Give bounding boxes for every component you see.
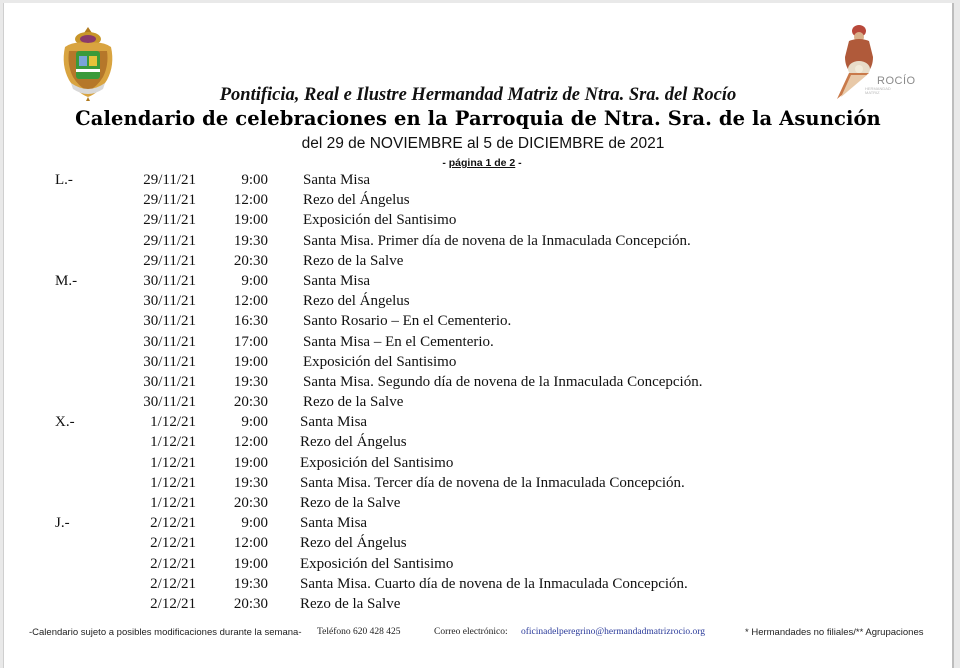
event-date: 1/12/21 [150, 474, 196, 491]
event-description: Exposición del Santisimo [300, 454, 454, 471]
event-time: 19:30 [233, 575, 268, 592]
event-time: 20:30 [233, 595, 268, 612]
event-date: 2/12/21 [150, 595, 196, 612]
table-row [4, 252, 952, 272]
event-time: 9:00 [241, 414, 268, 431]
document-page [3, 3, 954, 668]
logo-rocio-subtext: HERMANDAD MATRIZ [865, 86, 891, 95]
day-label: M.- [55, 272, 78, 289]
event-date: 1/12/21 [150, 454, 196, 471]
table-row [4, 211, 952, 231]
event-description: Rezo del Ángelus [303, 293, 410, 310]
event-date: 2/12/21 [150, 535, 196, 552]
event-time: 20:30 [233, 394, 268, 411]
event-date: 30/11/21 [143, 313, 196, 330]
event-date: 1/12/21 [150, 495, 196, 511]
event-date: 30/11/21 [143, 394, 196, 411]
event-date: 2/12/21 [150, 555, 196, 572]
event-time: 17:00 [233, 333, 268, 350]
event-time: 19:00 [233, 212, 268, 229]
page-indicator [4, 157, 952, 169]
event-description: Rezo de la Salve [303, 394, 404, 411]
footer-email-link[interactable]: oficinadelperegrino@hermandadmatrizrocio.org [521, 627, 705, 637]
event-date: 1/12/21 [150, 434, 196, 451]
event-time: 19:30 [233, 373, 268, 390]
day-label: X.- [55, 414, 75, 431]
event-time: 12:00 [233, 434, 268, 451]
table-row [4, 393, 952, 413]
schedule-table [4, 171, 952, 615]
footer-email-label: Correo electrónico: [434, 627, 508, 637]
page-suffix: - [515, 157, 522, 169]
event-time: 19:30 [233, 474, 268, 491]
day-label: J.- [55, 515, 70, 532]
event-description: Santa Misa. Tercer día de novena de la Inmaculada Concepción. [300, 474, 685, 491]
event-description: Rezo del Ángelus [303, 192, 410, 209]
event-date: 29/11/21 [143, 212, 196, 229]
table-row [4, 171, 952, 191]
page-title: Calendario de celebraciones en la Parroquia de Ntra. Sra. de la Asunción [75, 107, 881, 130]
event-description: Santo Rosario – En el Cementerio. [303, 313, 512, 330]
event-time: 12:00 [233, 535, 268, 552]
event-description: Rezo de la Salve [300, 595, 401, 612]
event-description: Exposición del Santisimo [303, 212, 457, 229]
event-time: 9:00 [241, 172, 268, 188]
event-time: 19:00 [233, 454, 268, 471]
event-description: Santa Misa [303, 172, 371, 188]
brotherhood-name: Pontificia, Real e Ilustre Hermandad Matriz de Ntra. Sra. del Rocío [219, 85, 737, 105]
event-description: Exposición del Santisimo [300, 555, 454, 572]
table-row [4, 433, 952, 453]
event-description: Exposición del Santisimo [303, 353, 457, 370]
table-row [4, 413, 952, 433]
event-time: 9:00 [241, 272, 268, 289]
event-date: 29/11/21 [143, 232, 196, 249]
table-row [4, 494, 952, 514]
event-description: Santa Misa. Primer día de novena de la Inmaculada Concepción. [303, 232, 691, 249]
date-range: del 29 de NOVIEMBRE al 5 de DICIEMBRE de 2021 [301, 135, 665, 152]
event-date: 29/11/21 [143, 252, 196, 269]
event-description: Rezo de la Salve [303, 252, 404, 269]
table-row [4, 595, 952, 615]
footer-legend: * Hermandades no filiales/** Agrupaciones [745, 627, 924, 638]
table-row [4, 534, 952, 554]
event-description: Santa Misa [300, 414, 368, 431]
page-number: página 1 de 2 [448, 157, 516, 169]
table-row [4, 575, 952, 595]
table-row [4, 232, 952, 252]
table-row [4, 474, 952, 494]
table-row [4, 555, 952, 575]
footer-note: -Calendario sujeto a posibles modificaciones durante la semana- [29, 627, 302, 638]
event-date: 2/12/21 [150, 575, 196, 592]
event-description: Santa Misa [303, 272, 371, 289]
event-time: 20:30 [233, 495, 268, 511]
event-time: 12:00 [233, 192, 268, 209]
event-date: 30/11/21 [143, 353, 196, 370]
event-date: 29/11/21 [143, 172, 196, 188]
event-description: Rezo del Ángelus [300, 434, 407, 451]
event-time: 19:30 [233, 232, 268, 249]
event-time: 12:00 [233, 293, 268, 310]
event-description: Santa Misa – En el Cementerio. [303, 333, 494, 350]
table-row [4, 454, 952, 474]
logo-rocio-text: ROCÍO [877, 75, 916, 87]
footer-phone: Teléfono 620 428 425 [317, 627, 401, 637]
event-time: 19:00 [233, 353, 268, 370]
page-prefix: - [442, 157, 449, 169]
event-date: 2/12/21 [150, 515, 196, 532]
table-row [4, 272, 952, 292]
event-description: Santa Misa. Segundo día de novena de la Inmaculada Concepción. [303, 373, 703, 390]
event-description: Rezo de la Salve [300, 495, 401, 511]
event-time: 20:30 [233, 252, 268, 269]
event-date: 30/11/21 [143, 373, 196, 390]
event-date: 30/11/21 [143, 333, 196, 350]
table-row [4, 373, 952, 393]
event-description: Santa Misa. Cuarto día de novena de la Inmaculada Concepción. [300, 575, 688, 592]
table-row [4, 191, 952, 211]
table-row [4, 333, 952, 353]
table-row [4, 292, 952, 312]
table-row [4, 514, 952, 534]
event-date: 1/12/21 [150, 414, 196, 431]
table-row [4, 312, 952, 332]
event-date: 29/11/21 [143, 192, 196, 209]
event-time: 19:00 [233, 555, 268, 572]
table-row [4, 353, 952, 373]
day-label: L.- [55, 172, 73, 188]
event-time: 16:30 [233, 313, 268, 330]
event-description: Santa Misa [300, 515, 368, 532]
event-date: 30/11/21 [143, 293, 196, 310]
event-time: 9:00 [241, 515, 268, 532]
event-description: Rezo del Ángelus [300, 535, 407, 552]
event-date: 30/11/21 [143, 272, 196, 289]
